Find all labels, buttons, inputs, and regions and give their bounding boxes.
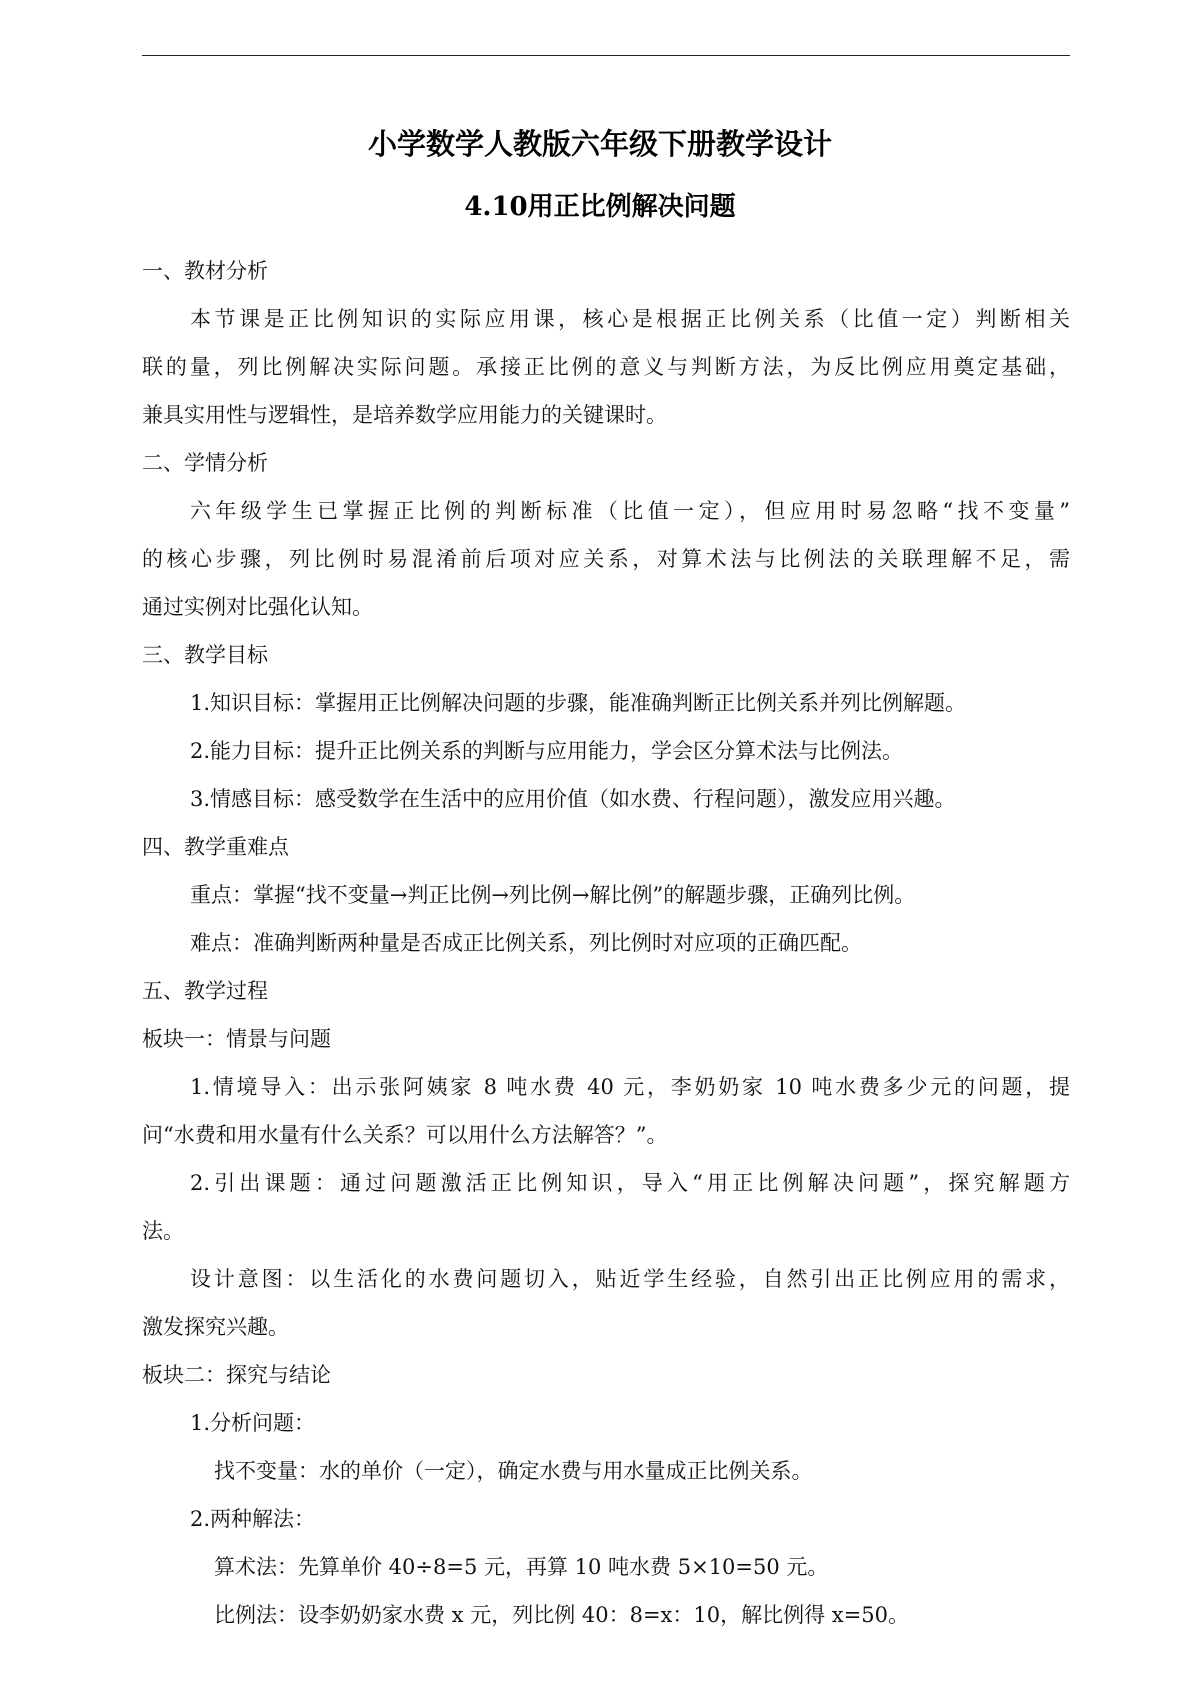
- paragraph-line: 2.能力目标：提升正比例关系的判断与应用能力，学会区分算术法与比例法。: [190, 739, 904, 763]
- paragraph-line: 1.分析问题：: [190, 1411, 316, 1435]
- section-heading: 二、学情分析: [142, 451, 268, 475]
- paragraph-line: 2.引出课题：通过问题激活正比例知识，导入“用正比例解决问题”，探究解题方: [190, 1171, 1070, 1195]
- paragraph-line: 联的量，列比例解决实际问题。承接正比例的意义与判断方法，为反比例应用奠定基础，: [142, 355, 1070, 379]
- paragraph-line: 的核心步骤，列比例时易混淆前后项对应关系，对算术法与比例法的关联理解不足，需: [142, 547, 1070, 571]
- paragraph-line: 激发探究兴趣。: [142, 1315, 289, 1339]
- paragraph-line: 难点：准确判断两种量是否成正比例关系，列比例时对应项的正确匹配。: [190, 931, 862, 955]
- paragraph-line: 设计意图：以生活化的水费问题切入，贴近学生经验，自然引出正比例应用的需求，: [190, 1267, 1070, 1291]
- section-heading: 三、教学目标: [142, 643, 268, 667]
- section-heading: 板块二：探究与结论: [142, 1363, 331, 1387]
- paragraph-line: 六年级学生已掌握正比例的判断标准（比值一定），但应用时易忽略“找不变量”: [190, 499, 1070, 523]
- paragraph-line: 1.知识目标：掌握用正比例解决问题的步骤，能准确判断正比例关系并列比例解题。: [190, 691, 967, 715]
- paragraph-line: 1.情境导入：出示张阿姨家 8 吨水费 40 元，李奶奶家 10 吨水费多少元的问题，提: [190, 1075, 1070, 1099]
- paragraph-line: 法。: [142, 1219, 184, 1243]
- paragraph-line: 比例法：设李奶奶家水费 x 元，列比例 40：8=x：10，解比例得 x=50。: [214, 1603, 909, 1627]
- paragraph-line: 3.情感目标：感受数学在生活中的应用价值（如水费、行程问题），激发应用兴趣。: [190, 787, 956, 811]
- paragraph-line: 兼具实用性与逻辑性，是培养数学应用能力的关键课时。: [142, 403, 667, 427]
- section-heading: 一、教材分析: [142, 259, 268, 283]
- paragraph-line: 本节课是正比例知识的实际应用课，核心是根据正比例关系（比值一定）判断相关: [190, 307, 1070, 331]
- paragraph-line: 2.两种解法：: [190, 1507, 316, 1531]
- paragraph-line: 通过实例对比强化认知。: [142, 595, 373, 619]
- document-body: [142, 247, 1070, 1639]
- paragraph-line: 问“水费和用水量有什么关系？可以用什么方法解答？”。: [142, 1123, 668, 1147]
- section-heading: 四、教学重难点: [142, 835, 289, 859]
- paragraph-line: 重点：掌握“找不变量→判正比例→列比例→解比例”的解题步骤，正确列比例。: [190, 883, 916, 907]
- document-subtitle: 4.10用正比例解决问题: [464, 192, 736, 222]
- section-heading: 五、教学过程: [142, 979, 268, 1003]
- paragraph-line: 找不变量：水的单价（一定），确定水费与用水量成正比例关系。: [214, 1459, 813, 1483]
- header-rule: [142, 55, 1070, 56]
- document-title: 小学数学人教版六年级下册教学设计: [367, 127, 832, 161]
- section-heading: 板块一：情景与问题: [142, 1027, 331, 1051]
- paragraph-line: 算术法：先算单价 40÷8=5 元，再算 10 吨水费 5×10=50 元。: [214, 1555, 829, 1579]
